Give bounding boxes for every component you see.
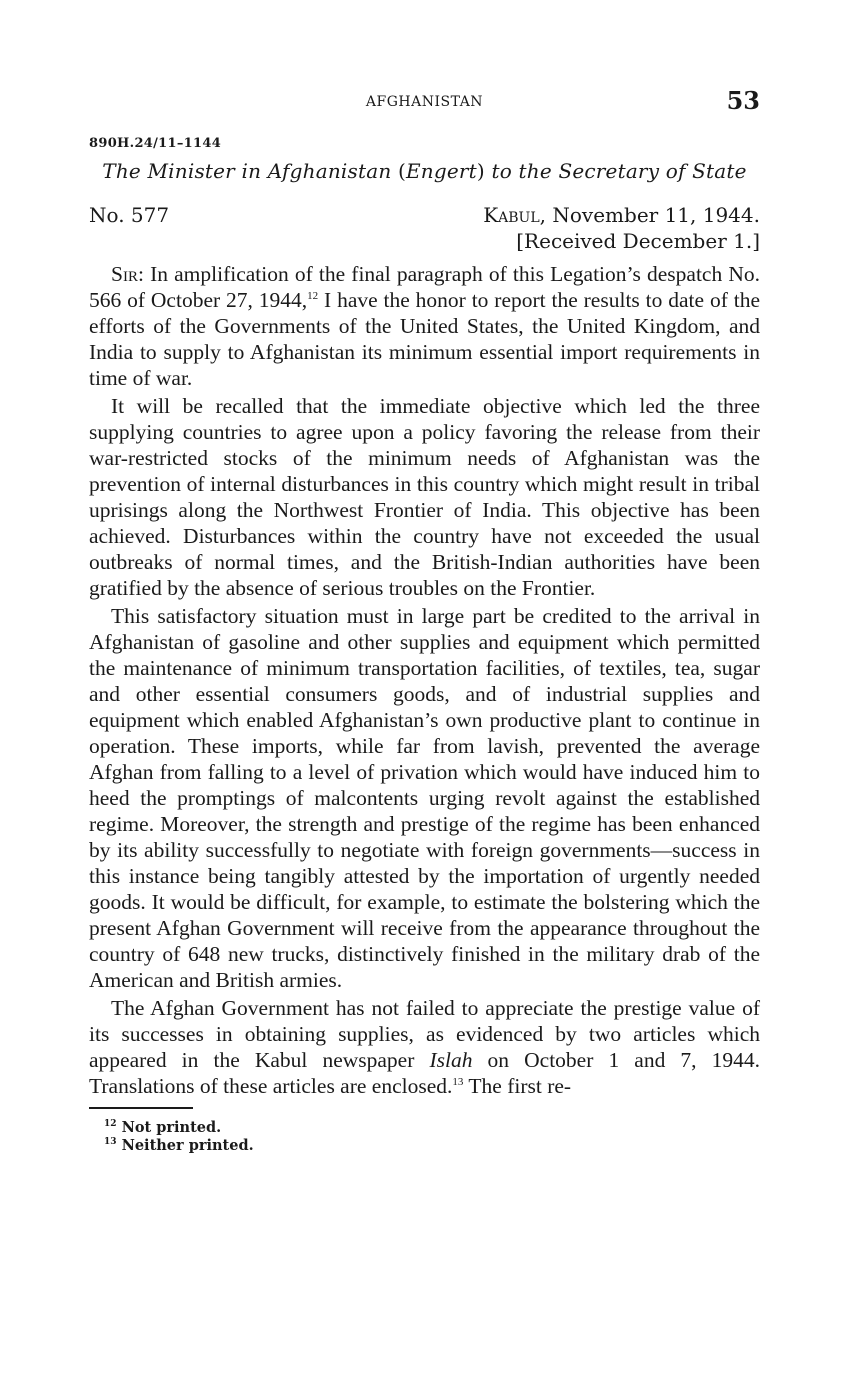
footnote-marker: 13: [104, 1137, 117, 1147]
title-name: Engert: [406, 159, 477, 183]
footnote-12: [104, 1119, 760, 1137]
title-open-paren: (: [397, 159, 406, 183]
title-close-paren: ): [476, 159, 485, 183]
received-date: [Received December 1.]: [516, 229, 760, 253]
paragraph-4-text-b: on October 1 and 7, 1944. Translations of these articles are enclosed.: [89, 1048, 761, 1098]
paragraph-2: It will be recalled that the immediate objective which led the three supplying countries to agree upon a policy favoring the release from their war-restricted stocks of the minimum needs of Afghanistan was the prevention of internal disturbances in this country which might result in tribal uprisings along the Northwest Frontier of India. This objective has been achieved. Disturbances within the country have not exceeded the usual outbreaks of normal times, and the British-Indian authorities have been gratified by the absence of serious troubles on the Frontier.: [89, 394, 760, 600]
title-part-1: The Minister in Afghanistan: [102, 159, 398, 183]
title-part-2: to the Secretary of State: [484, 159, 747, 183]
place-date: [483, 203, 760, 227]
paragraph-1-text-b: I have the honor to report the results to date of the efforts of the Governments of the United States, the United Kingdom, and India to supply to Afghanistan its minimum essential import requirements in time of war.: [89, 288, 760, 390]
paragraph-4: [89, 995, 760, 1099]
salutation: Sir: [111, 262, 138, 286]
body-text: [89, 261, 760, 1099]
footnote-text: Not printed.: [116, 1119, 222, 1136]
despatch-number: No. 577: [89, 203, 170, 227]
place: Kabul: [483, 203, 540, 227]
paragraph-1: [89, 261, 760, 391]
paragraph-1-text-a: : In amplification of the final paragraph of this Legation’s despatch No. 566 of October 27, 1944,: [89, 262, 760, 312]
paragraph-3: This satisfactory situation must in large part be credited to the arrival in Afghanistan of gasoline and other supplies and equipment which permitted the maintenance of minimum transportation facilities, of textiles, tea, sugar and other essential consumers goods, and of industrial supplies and equipment which enabled Afghanistan’s own productive plant to continue in operation. These imports, while far from lavish, prevented the average Afghan from falling to a level of privation which would have induced him to heed the promptings of malcontents urging revolt against the established regime. Moreover, the strength and prestige of the regime has been enhanced by its ability successfully to negotiate with foreign governments—success in this instance being tangibly attested by the importation of urgently needed goods. It would be difficult, for example, to estimate the bolstering which the present Afghan Government will receive from the appearance throughout the country of 648 new trucks, distinctively finished in the military drab of the American and British armies.: [89, 604, 760, 992]
running-head: [89, 86, 760, 116]
paragraph-4-text-c: The first re-: [463, 1074, 572, 1098]
footnote-marker: 12: [104, 1119, 117, 1129]
document-page: [89, 86, 760, 1155]
footnote-13: [104, 1137, 760, 1155]
footnotes: [89, 1119, 760, 1155]
date: , November 11, 1944.: [539, 203, 760, 227]
footnote-ref-13: 13: [452, 1076, 464, 1088]
document-title: [89, 159, 760, 183]
newspaper-name: Islah: [429, 1048, 473, 1072]
page-number: 53: [726, 86, 760, 115]
file-number: 890H.24/11–1144: [89, 136, 222, 151]
running-title: AFGHANISTAN: [365, 94, 484, 110]
footnote-ref-12: 12: [307, 290, 319, 302]
despatch-meta: [89, 203, 760, 255]
footnote-rule: [89, 1107, 193, 1109]
paragraph-4-text-a: The Afghan Government has not failed to appreciate the prestige value of its successes in obtaining supplies, as evidenced by two articles which appeared in the Kabul newspaper: [89, 996, 760, 1072]
footnote-text: Neither printed.: [116, 1137, 254, 1154]
